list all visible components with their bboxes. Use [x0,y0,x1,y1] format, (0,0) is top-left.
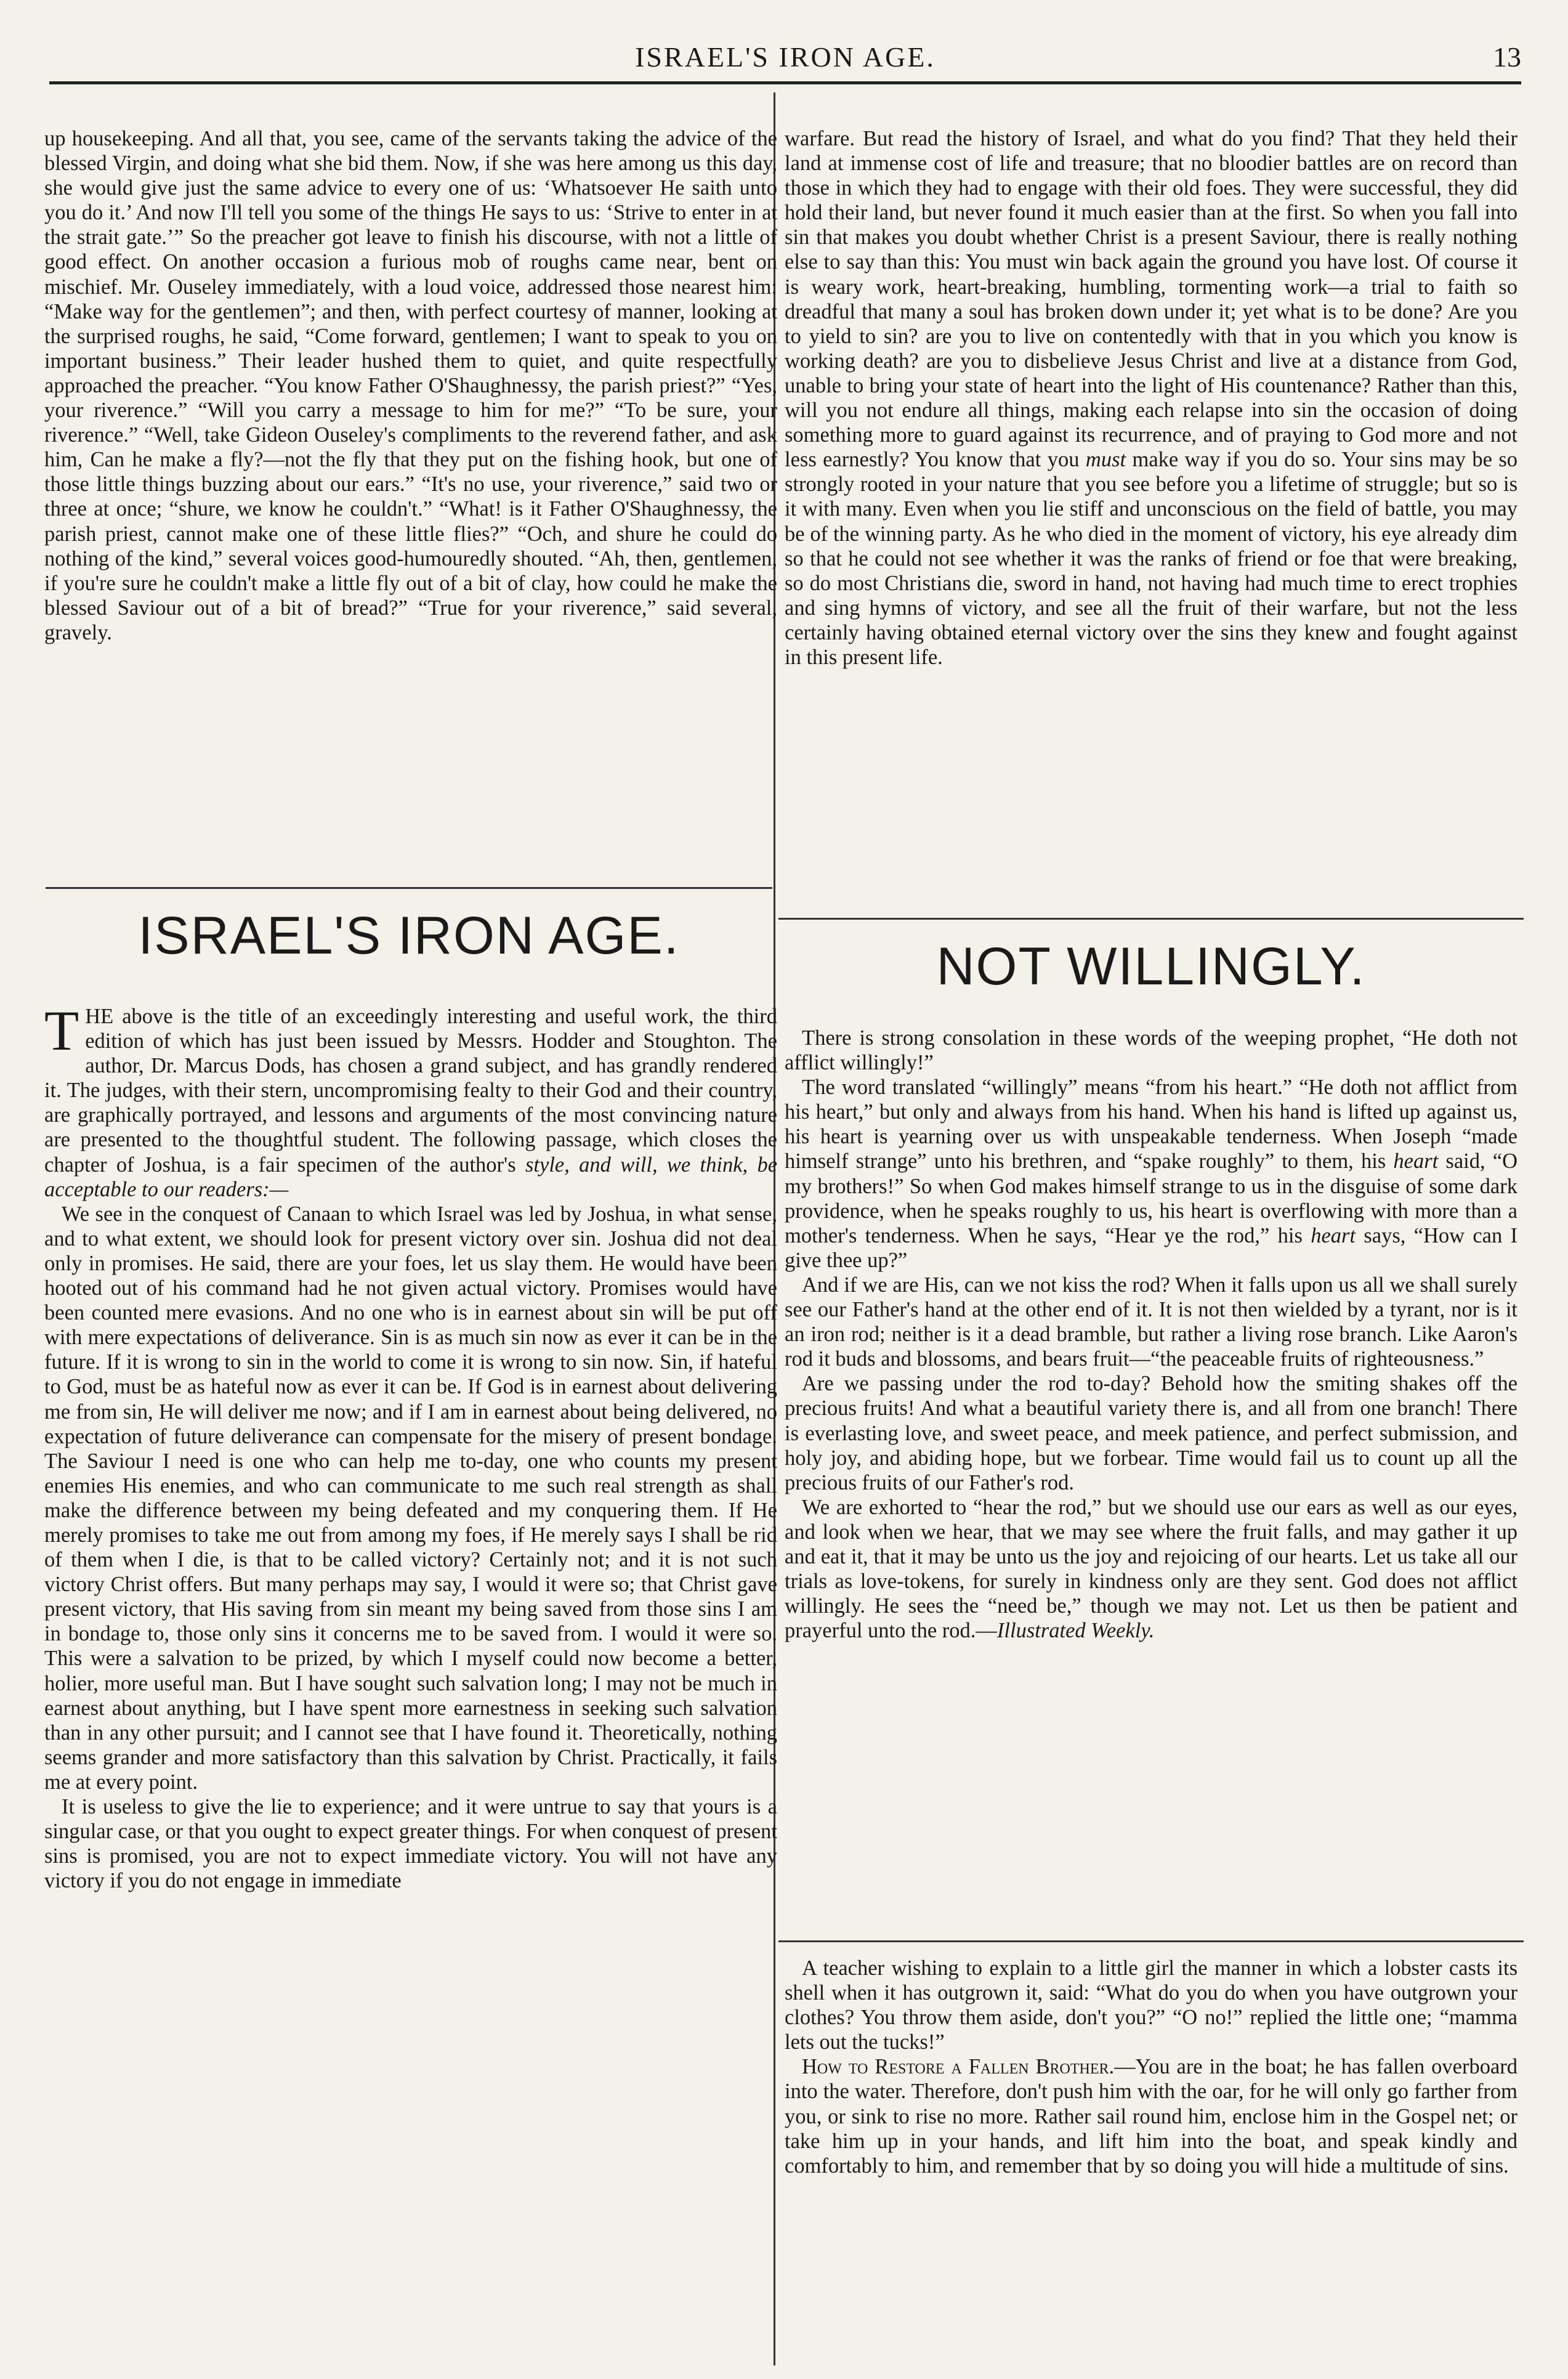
section-rule-right-2 [778,1940,1524,1942]
article-israels-iron-age-continued [785,126,1517,670]
not-willingly-paragraph-4: Are we passing under the rod to-day? Behold how the smiting shakes off the precious fruits! And what a beautiful variety there is, and all from one branch! There is everlasting love, and sweet peace, and meek patience, and perfect submission, and holy joy, and abiding hope, but we forbear. Time would fail us to count up all the precious fruits of our Father's rod. [785,1372,1517,1494]
not-willingly-paragraph-5 [785,1495,1517,1643]
text-span: says, “How can I give thee up?” [785,1223,1518,1272]
drop-cap: T [44,999,79,1062]
continued-passage-paragraph [785,126,1517,670]
article-not-willingly-body [785,1026,1517,1643]
intro-text: HE above is the title of an exceedingly interesting and useful work, the third edition of which has just been issued by Messrs. Hodder and Stoughton. The author, Dr. Marcus Dods, has chosen a grand subject, and has grandly rendered it. The judges, with their stern, uncompromising fealty to their God and their country, are graphically portrayed, and lessons and arguments of the most convincing nature are presented to the thoughtful student. The following passage, which closes the chapter of Joshua, is a fair specimen of the author's [44,1005,777,1177]
source-attribution: Illustrated Weekly. [996,1619,1155,1643]
section-rule [46,887,772,889]
text-span: The word translated “willingly” means “from his heart.” “He doth not afflict from his heart,” but only and always from his hand. When his hand is lifted up against us, his heart is yearning over us with unspeakable tenderness. When Joseph “made himself strange” unto his brethren, and “spake roughly” to them, his [785,1076,1517,1173]
page-number: 13 [1493,41,1521,73]
quoted-passage-paragraph: We see in the conquest of Canaan to which Israel was led by Joshua, in what sense, and to what extent, we should look for present victory over sin. Joshua did not deal only in promises. He said, there are your foes, let us slay them. He would have been hooted out of his command had he not given actual victory. Promises would have been counted mere evasions. And no one who is in earnest about sin will be put off with mere expectations of deliverance. Sin is as much sin now as ever it can be in the future. If it is wrong to sin in the world to come it is wrong to sin now. Sin, if hateful to God, must be as hateful now as ever it can be. If God is in earnest about delivering me from sin, He will deliver me now; and if I am in earnest about being delivered, no expectation of future deliverance can compensate for the misery of present bondage. The Saviour I need is one who can help me to-day, one who counts my present enemies His enemies, and who can communicate to me such real strength as shall make the difference between my being defeated and my conquering them. If He merely promises to take me out from among my foes, if He merely says I shall be rid of them when I die, is that to be called victory? Certainly not; and it is not such victory Christ offers. But many perhaps may say, I would it were so; that Christ gave present victory, that His saving from sin meant my being saved from those sins I am in bondage to, those only sins it concerns me to be saved from. I would it were so. This were a salvation to be prized, by which I myself could now become a better, holier, more useful man. But I have sought such salvation long; I may not be much in earnest about anything, but I have spent more earnestness in seeking such salvation than in any other pursuit; and I cannot see that I have found it. Theoretically, nothing seems grander and more satisfactory than this salvation by Christ. Practically, it fails me at every point. [44,1202,777,1794]
text-span: said, “O my brothers!” So when God makes himself strange to us in the disguise of some dark providence, when he speaks roughly to us, his heart is overflowing with more than a mother's tenderness. When he says, “Hear ye the rod,” his [785,1149,1517,1247]
miscellany-section [785,1956,1517,2178]
running-title: ISRAEL'S IRON AGE. [635,41,936,73]
passage-text: warfare. But read the history of Israel, and what do you find? That they held their land at immense cost of life and treasure; that no bloodier battles are on record than those in which they had to engage with their old foes. They were successful, they did hold their land, but never found it much easier than at the first. So when you fall into sin that makes you doubt whether Christ is a present Saviour, there is really nothing else to say than this: You must win back again the ground you have lost. Of course it is weary work, heart-breaking, humbling, tormenting work—a trial to faith so dreadful that many a soul has broken down under it; yet what is to be done? Are you to yield to sin? are you to live on contentedly with that in you which you know is working death? are you to disbelieve Jesus Christ and live at a distance from God, unable to bring your state of heart into the light of His countenance? Rather than this, will you not endure all things, making each relapse into sin the occasion of doing something more to guard against its recurrence, and of praying to God more and not less earnestly? You know that you [785,127,1517,472]
fallen-brother-paragraph [785,2054,1517,2178]
not-willingly-paragraph-1: There is strong consolation in these words of the weeping prophet, “He doth not afflict willingly!” [785,1026,1517,1075]
fallen-brother-title: How to Restore a Fallen Brother. [802,2055,1115,2079]
passage-text-rest: make way if you do so. Your sins may be so strongly rooted in your nature that you see before you a lifetime of struggle; but so is it with many. Even when you lie stiff and unconscious on the field of battle, you may be of the winning party. As he who died in the moment of victory, his eye already dim so that he could not see whether it was the ranks of friend or foe that were breaking, so do most Christians die, sword in hand, not having had much time to erect trophies and sing hymns of victory, and see all the fruit of their warfare, but not the less certainly having obtained eternal victory over the sins they knew and fought against in this present life. [785,448,1518,669]
fallen-brother-text: —You are in the boat; he has fallen overboard into the water. Therefore, don't push him with the oar, for he will only go farther from you, or sink to rise no more. Rather sail round him, enclose him in the Gospel net; or take him up in your hands, and lift him into the boat, and speak kindly and comfortably to him, and remember that by so doing you will hide a multitude of sins. [785,2055,1517,2178]
not-willingly-paragraph-3: And if we are His, can we not kiss the rod? When it falls upon us all we shall surely see our Father's hand at the other end of it. It is not then wielded by a tyrant, nor is it an iron rod; neither is it a dead bramble, but rather a living rose branch. Like Aaron's rod it buds and blossoms, and bears fruit—“the peaceable fruits of righteousness.” [785,1273,1517,1371]
article-intro-paragraph [44,999,778,1202]
quoted-passage-paragraph-2: It is useless to give the lie to experience; and it were untrue to say that yours is a singular case, or that you ought to expect greater things. For when conquest of present sins is promised, you are not to expect immediate victory. You will not have any victory if you do not engage in immediate [44,1795,777,1893]
passage-italic-word: must [1085,448,1126,472]
italic-word: heart [1393,1149,1439,1173]
intro-italic-text: style, and will, we think, be acceptable to our readers:— [44,1153,778,1201]
left-column-continuation [44,126,777,645]
article-israels-iron-age-body [44,999,778,1893]
italic-word: heart [1311,1223,1356,1247]
page-header [49,38,1521,84]
section-rule-right [778,918,1524,920]
text-span: We are exhorted to “hear the rod,” but we should use our ears as well as our eyes, and look when we hear, that we may see where the fruit falls, and may gather it up and eat it, that it may be unto us the joy and rejoicing of our hearts. Let us take all our trials as love-tokens, for surely in kindness only are they sent. God does not afflict willingly. He sees the “need be,” though we may not. Let us then be patient and prayerful unto the rod.— [785,1495,1517,1643]
continued-paragraph: up housekeeping. And all that, you see, came of the servants taking the advice of the blessed Virgin, and doing what she bid them. Now, if she was here among us this day, she would give just the same advice to every one of us: ‘Whatsoever He saith unto you do it.’ And now I'll tell you some of the things He says to us: ‘Strive to enter in at the strait gate.’” So the preacher got leave to finish his discourse, with not a little of good effect. On another occasion a furious mob of roughs came near, bent on mischief. Mr. Ouseley immediately, with a loud voice, addressed those nearest him: “Make way for the gentlemen”; and then, with perfect courtesy of manner, looking at the surprised roughs, he said, “Come forward, gentlemen; I want to speak to you on important business.” Their leader hushed them to quiet, and quite respectfully approached the preacher. “You know Father O'Shaughnessy, the parish priest?” “Yes, your riverence.” “Will you carry a message to him for me?” “To be sure, your riverence.” “Well, take Gideon Ouseley's compliments to the reverend father, and ask him, Can he make a fly?—not the fly that they put on the fishing hook, but one of those little things buzzing about our ears.” “It's no use, your riverence,” said two or three at once; “shure, we know he couldn't.” “What! is it Father O'Shaughnessy, the parish priest, cannot make one of these little flies?” “Och, and shure he could do nothing of the kind,” several voices good-humouredly shouted. “Ah, then, gentlemen, if you're sure he couldn't make a little fly out of a bit of clay, how could he make the blessed Saviour out of a bit of bread?” “True for your riverence,” said several, gravely. [44,127,777,644]
lobster-anecdote: A teacher wishing to explain to a little girl the manner in which a lobster casts its shell when it has outgrown it, said: “What do you do when you have outgrown your clothes? You throw them aside, don't you?” “O no!” replied the little one; “mamma lets out the tucks!” [785,1956,1517,2054]
not-willingly-paragraph-2 [785,1075,1517,1273]
article-heading-israels-iron-age: ISRAEL'S IRON AGE. [138,906,680,965]
article-heading-not-willingly: NOT WILLINGLY. [936,937,1366,996]
